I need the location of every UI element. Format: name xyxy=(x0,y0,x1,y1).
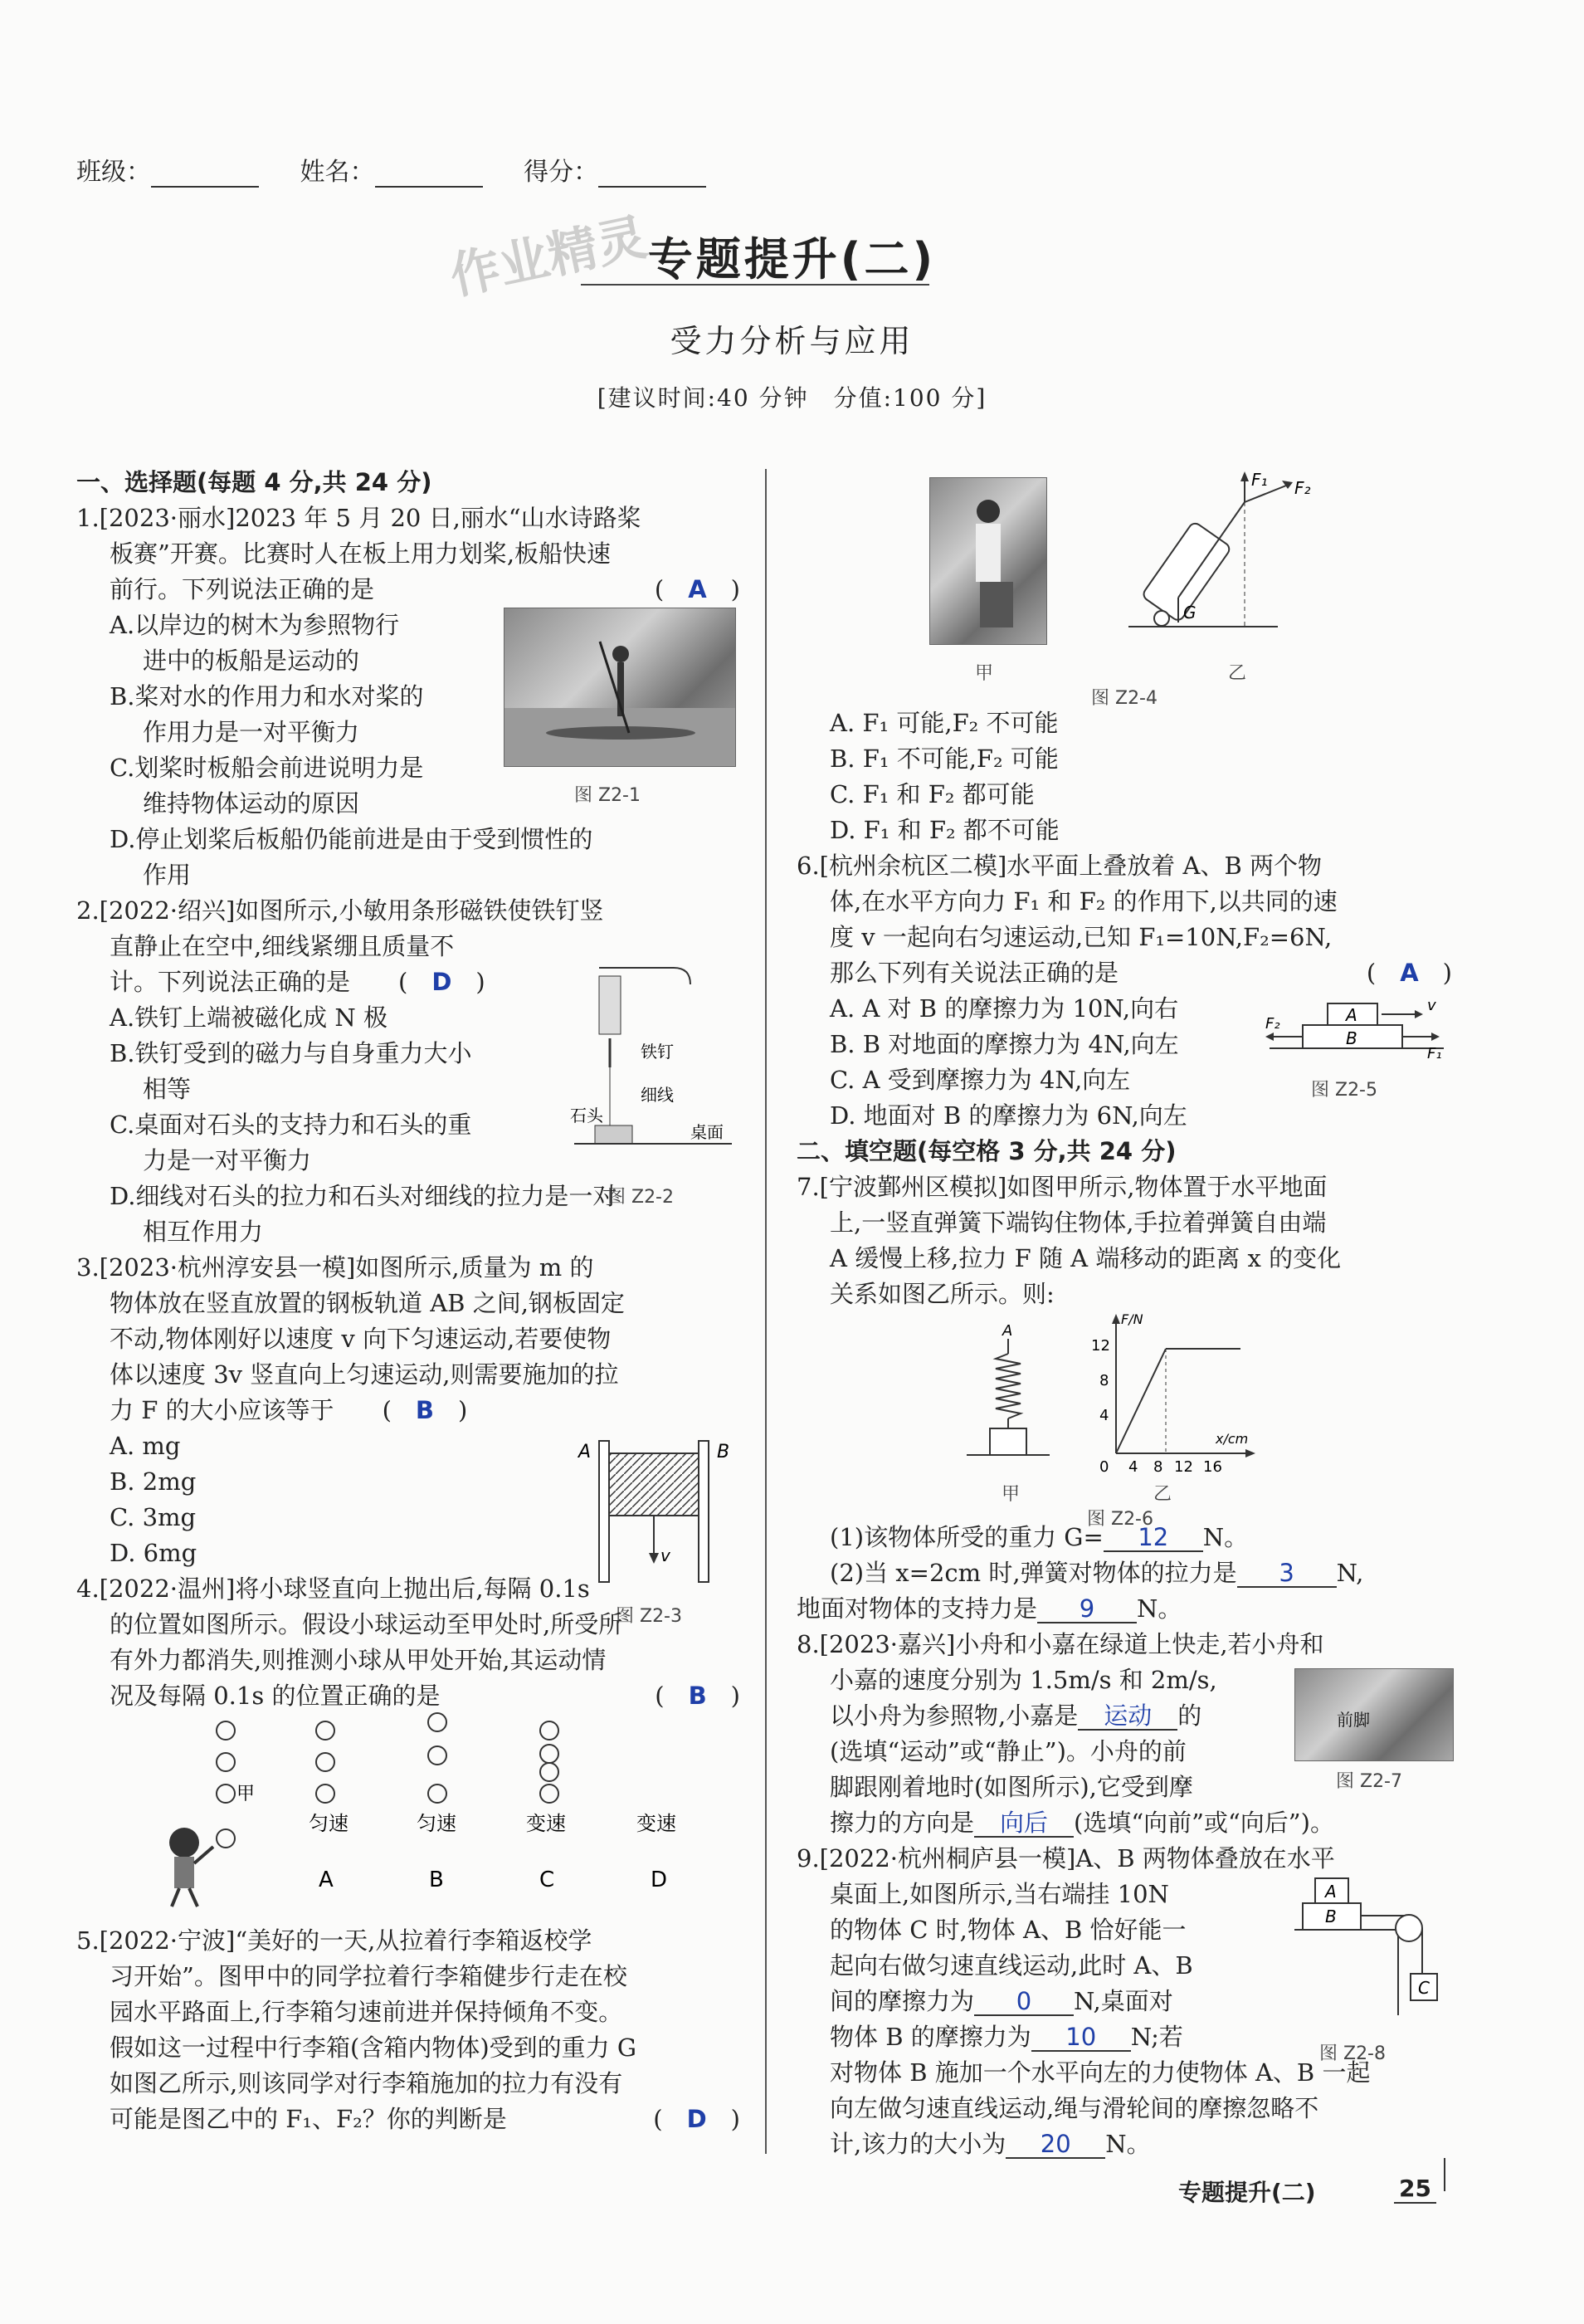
q9-answer-1[interactable]: 0 xyxy=(974,1988,1074,2016)
q7-line: A 缓慢上移,拉力 F 随 A 端移动的距离 x 的变化 xyxy=(830,1244,1342,1272)
rail-a-label: A xyxy=(578,1442,592,1462)
right-column xyxy=(797,470,1452,2162)
q8-line: 8.[2023·嘉兴]小舟和小嘉在绿道上快走,若小舟和 xyxy=(797,1630,1324,1658)
caption-yi: 乙 xyxy=(1153,1484,1172,1505)
q4-line: 4.[2022·温州]将小球竖直向上抛出后,每隔 0.1s xyxy=(76,1575,590,1603)
question-8 xyxy=(797,1627,1452,1841)
q3-option: A. mg xyxy=(110,1432,181,1460)
q5-line: 园水平路面上,行李箱匀速前进并保持倾角不变。 xyxy=(110,1998,623,2026)
name-field[interactable] xyxy=(375,161,483,188)
q1-line: 前行。下列说法正确的是 ( A ) xyxy=(110,575,740,603)
q7-line: 7.[宁波鄞州区模拟]如图甲所示,物体置于水平地面 xyxy=(797,1173,1328,1201)
q1-option: B.桨对水的作用力和水对桨的 xyxy=(110,682,424,710)
figure-caption: 图 Z2-5 xyxy=(1311,1080,1377,1101)
q6-line: 度 v 一起向右匀速运动,已知 F₁=10N,F₂=6N, xyxy=(830,923,1333,951)
q2-line: 2.[2022·绍兴]如图所示,小敏用条形磁铁使铁钉竖 xyxy=(76,896,604,925)
figure-caption: 图 Z2-6 xyxy=(1087,1509,1153,1530)
graph-rising-segment xyxy=(1116,1349,1166,1453)
nail-label: 铁钉 xyxy=(641,1042,674,1062)
q5-option: A. F₁ 可能,F₂ 不可能 xyxy=(830,709,1059,737)
name-label: 姓名： xyxy=(300,158,375,187)
q3-line: 不动,物体刚好以速度 v 向下匀速运动,若要使物 xyxy=(110,1325,612,1353)
q7-answer-1[interactable]: 12 xyxy=(1104,1524,1203,1552)
class-field[interactable] xyxy=(151,161,259,188)
q7-line: 关系如图乙所示。则: xyxy=(830,1280,1055,1308)
q9-line: 对物体 B 施加一个水平向左的力使物体 A、B 一起 xyxy=(830,2058,1371,2087)
section-choice-heading: 一、选择题(每题 4 分,共 24 分) xyxy=(76,468,432,496)
q6-option: B. B 对地面的摩擦力为 4N,向左 xyxy=(830,1030,1179,1058)
x-tick-label: 16 xyxy=(1203,1458,1222,1476)
q1-option: A.以岸边的树木为参照物行 xyxy=(110,611,400,639)
page-number: 25 xyxy=(1394,2175,1436,2204)
choice-label: B xyxy=(429,1868,444,1892)
q2-option: D.细线对石头的拉力和石头对细线的拉力是一对 xyxy=(110,1182,617,1210)
q4-line: 的位置如图所示。假设小球运动至甲处时,所受所 xyxy=(110,1610,623,1638)
question-1 xyxy=(76,500,740,893)
q6-answer: A xyxy=(1400,959,1419,987)
y-tick-label: 8 xyxy=(1099,1372,1109,1389)
q9-line: 的物体 C 时,物体 A、B 恰好能一 xyxy=(830,1916,1187,1944)
motion-label: 变速 xyxy=(636,1812,676,1835)
block-c-label: C xyxy=(1418,1978,1430,1998)
question-6 xyxy=(797,848,1452,1134)
q5-figures xyxy=(797,470,1452,709)
q5-option: B. F₁ 不可能,F₂ 可能 xyxy=(830,745,1059,773)
q3-answer: B xyxy=(415,1396,434,1424)
thread-label: 细线 xyxy=(641,1085,674,1105)
q2-line: 计。下列说法正确的是 ( D ) xyxy=(110,968,485,996)
section-fill-heading: 二、填空题(每空格 3 分,共 24 分) xyxy=(797,1137,1177,1165)
question-7 xyxy=(797,1169,1452,1627)
q3-line: 物体放在竖直放置的钢板轨道 AB 之间,钢板固定 xyxy=(110,1289,625,1317)
front-foot-label: 前脚 xyxy=(1337,1710,1370,1730)
q2-option: 力是一对平衡力 xyxy=(143,1146,312,1174)
q9-line: 9.[2022·杭州桐庐县一模]A、B 两物体叠放在水平 xyxy=(797,1844,1335,1872)
velocity-label: v xyxy=(660,1545,670,1565)
footer-section: 专题提升(二) xyxy=(1178,2179,1316,2206)
q4-line: 况及每隔 0.1s 的位置正确的是 ( B ) xyxy=(110,1682,740,1710)
q1-option: 作用 xyxy=(143,861,192,889)
q8-line: 擦力的方向是 向后 (选填“向前”或“向后”)。 xyxy=(830,1809,1334,1837)
q1-option: 作用力是一对平衡力 xyxy=(143,718,360,746)
figure-caption: 图 Z2-1 xyxy=(574,785,641,806)
x-tick-label: 8 xyxy=(1153,1458,1163,1476)
q9-line: 计,该力的大小为 20 N。 xyxy=(830,2130,1151,2158)
motion-label: 变速 xyxy=(526,1812,566,1835)
q9-line: 起向右做匀速直线运动,此时 A、B xyxy=(830,1951,1193,1980)
q2-line: 直静止在空中,细线紧绷且质量不 xyxy=(110,932,455,960)
choice-label: D xyxy=(651,1868,668,1892)
rowing-photo xyxy=(504,608,736,767)
student-info-header xyxy=(76,151,739,188)
q1-option: 维持物体运动的原因 xyxy=(143,789,360,818)
column-divider xyxy=(765,469,767,2154)
choice-label: C xyxy=(539,1868,555,1892)
q4-answer: B xyxy=(688,1682,707,1710)
q5-line: 假如这一过程中行李箱(含箱内物体)受到的重力 G xyxy=(110,2034,637,2062)
y-tick-label: 12 xyxy=(1091,1337,1110,1355)
force-distance-graph xyxy=(1083,1312,1257,1474)
footstep-photo xyxy=(1294,1668,1454,1761)
q8-line: 小嘉的速度分别为 1.5m/s 和 2m/s, xyxy=(830,1666,1217,1694)
q3-line: 力 F 的大小应该等于 ( B ) xyxy=(110,1396,468,1424)
steel-rail-diagram xyxy=(574,1433,740,1590)
q1-option: D.停止划桨后板船仍能前进是由于受到惯性的 xyxy=(110,825,593,853)
q9-line: 间的摩擦力为 0 N,桌面对 xyxy=(830,1987,1173,2015)
f1-label: F₁ xyxy=(1427,1045,1442,1062)
q4-line: 有外力都消失,则推测小球从甲处开始,其运动情 xyxy=(110,1646,607,1674)
y-tick-label: 4 xyxy=(1099,1407,1109,1424)
q8-line: 以小舟为参照物,小嘉是 运动 的 xyxy=(830,1702,1202,1730)
q9-answer-3[interactable]: 20 xyxy=(1006,2131,1105,2159)
q6-line: 6.[杭州余杭区二模]水平面上叠放着 A、B 两个物 xyxy=(797,852,1322,880)
v-label: v xyxy=(1427,997,1436,1014)
question-5 xyxy=(76,1923,740,2137)
q2-option: 相等 xyxy=(143,1075,192,1103)
caption-yi: 乙 xyxy=(1228,663,1247,684)
q3-option: D. 6mg xyxy=(110,1539,197,1567)
q9-line: 物体 B 的摩擦力为 10 N;若 xyxy=(830,2023,1183,2051)
caption-jia: 甲 xyxy=(975,663,994,684)
q2-answer: D xyxy=(431,968,452,996)
motion-label: 匀速 xyxy=(417,1812,456,1835)
q7-sub2: (2)当 x=2cm 时,弹簧对物体的拉力是 3 N, xyxy=(830,1559,1364,1587)
score-field[interactable] xyxy=(598,161,706,188)
q7-answer-2[interactable]: 3 xyxy=(1237,1560,1337,1588)
q8-answer-2[interactable]: 向后 xyxy=(974,1809,1074,1838)
rail-b-label: B xyxy=(717,1442,730,1462)
paddleboard-figure xyxy=(504,608,735,766)
q3-line: 体以速度 3v 竖直向上匀速运动,则需要施加的拉 xyxy=(110,1360,619,1389)
watermark-logo: 作业精灵 xyxy=(445,208,652,307)
q5-option: C. F₁ 和 F₂ 都可能 xyxy=(830,780,1035,808)
graph-xlabel: x/cm xyxy=(1216,1431,1249,1447)
q6-option: D. 地面对 B 的摩擦力为 6N,向左 xyxy=(830,1101,1187,1130)
x-tick-label: 12 xyxy=(1174,1458,1193,1476)
q3-line: 3.[2023·杭州淳安县一模]如图所示,质量为 m 的 xyxy=(76,1253,594,1282)
q6-option: A. A 对 B 的摩擦力为 10N,向右 xyxy=(830,994,1179,1023)
q5-answer: D xyxy=(686,2105,707,2133)
choice-label: A xyxy=(319,1868,334,1892)
f2-label: F₂ xyxy=(1265,1015,1280,1033)
luggage-photo xyxy=(929,477,1047,645)
spring-diagram xyxy=(963,1321,1054,1470)
stone-label: 石头 xyxy=(570,1106,603,1125)
q7-figures xyxy=(797,1311,1452,1530)
q5-option: D. F₁ 和 F₂ 都不可能 xyxy=(830,816,1060,844)
q7-line: 上,一竖直弹簧下端钩住物体,手拉着弹簧自由端 xyxy=(830,1208,1327,1237)
spring-top-label: A xyxy=(1002,1322,1013,1340)
time-info: [建议时间:40 分钟 分值:100 分] xyxy=(597,384,987,412)
child-figure xyxy=(169,1828,213,1907)
q8-line: (选填“运动”或“静止”)。小舟的前 xyxy=(830,1737,1187,1765)
pulley-diagram xyxy=(1294,1874,1452,2032)
q9-answer-2[interactable]: 10 xyxy=(1031,2024,1131,2052)
page-title: 专题提升(二) xyxy=(647,233,937,286)
caption-jia: 甲 xyxy=(1002,1484,1021,1505)
jia-label: 甲 xyxy=(236,1784,256,1804)
figure-caption: 图 Z2-3 xyxy=(616,1606,682,1627)
ball-motion-diagram xyxy=(76,1714,740,1913)
q1-line: 1.[2023·丽水]2023 年 5 月 20 日,丽水“山水诗路桨 xyxy=(76,504,641,532)
q2-option: B.铁钉受到的磁力与自身重力大小 xyxy=(110,1039,472,1067)
q6-option: C. A 受到摩擦力为 4N,向左 xyxy=(830,1066,1131,1094)
q9-line: 桌面上,如图所示,当右端挂 10N xyxy=(830,1880,1169,1908)
question-4 xyxy=(76,1571,740,1923)
q2-option: C.桌面对石头的支持力和石头的重 xyxy=(110,1111,472,1139)
graph-ylabel: F/N xyxy=(1121,1311,1143,1327)
q1-option: C.划桨时板船会前进说明力是 xyxy=(110,754,424,782)
q1-line: 板赛”开赛。比赛时人在板上用力划桨,板船快速 xyxy=(110,540,612,568)
q7-answer-3[interactable]: 9 xyxy=(1037,1595,1137,1623)
q8-answer-1[interactable]: 运动 xyxy=(1078,1702,1177,1731)
figure-caption: 图 Z2-8 xyxy=(1319,2043,1386,2064)
class-label: 班级： xyxy=(76,158,151,187)
q6-line: 那么下列有关说法正确的是 ( A ) xyxy=(830,959,1452,987)
q3-option: B. 2mg xyxy=(110,1467,197,1496)
left-column xyxy=(76,465,740,2137)
figure-caption: 图 Z2-4 xyxy=(1091,688,1158,709)
q3-option: C. 3mg xyxy=(110,1503,197,1531)
figure-caption: 图 Z2-2 xyxy=(607,1187,674,1208)
luggage-force-diagram xyxy=(1128,469,1336,660)
q2-option: A.铁钉上端被磁化成 N 极 xyxy=(110,1003,387,1032)
g-label: G xyxy=(1183,603,1197,622)
q6-line: 体,在水平方向力 F₁ 和 F₂ 的作用下,以共同的速 xyxy=(830,887,1338,915)
block-a-label: A xyxy=(1346,1005,1357,1025)
q5-line: 可能是图乙中的 F₁、F₂？你的判断是 ( D ) xyxy=(110,2105,740,2133)
q5-line: 习开始”。图甲中的同学拉着行李箱健步行走在校 xyxy=(110,1962,627,1990)
stacked-blocks-diagram xyxy=(1261,994,1452,1068)
magnet-nail-diagram xyxy=(570,959,740,1175)
f2-label: F₂ xyxy=(1294,478,1311,498)
q7-sub3: 地面对物体的支持力是 9 N。 xyxy=(797,1594,1182,1623)
q5-line: 如图乙所示,则该同学对行李箱施加的拉力有没有 xyxy=(110,2069,623,2097)
page-subtitle: 受力分析与应用 xyxy=(670,323,914,359)
figure-caption: 图 Z2-7 xyxy=(1336,1771,1402,1792)
x-tick-label: 0 xyxy=(1099,1458,1109,1476)
x-tick-label: 4 xyxy=(1128,1458,1138,1476)
q9-line: 向左做匀速直线运动,绳与滑轮间的摩擦忽略不 xyxy=(830,2094,1319,2122)
q7-sub1: (1)该物体所受的重力 G= 12 N。 xyxy=(830,1523,1249,1551)
q5-line: 5.[2022·宁波]“美好的一天,从拉着行李箱返校学 xyxy=(76,1926,592,1955)
block-b-label: B xyxy=(1325,1907,1337,1926)
title-underline xyxy=(581,284,929,286)
footer-rule xyxy=(1444,2158,1445,2191)
block-b-label: B xyxy=(1346,1028,1357,1048)
block-a-label: A xyxy=(1325,1882,1337,1902)
question-2 xyxy=(76,893,740,1250)
q1-option: 进中的板船是运动的 xyxy=(143,647,360,675)
q8-line: 脚跟刚着地时(如图所示),它受到摩 xyxy=(830,1773,1193,1801)
f1-label: F₁ xyxy=(1251,470,1268,490)
q1-answer: A xyxy=(688,575,707,603)
score-label: 得分： xyxy=(524,158,599,187)
q2-option: 相互作用力 xyxy=(143,1218,264,1246)
table-label: 桌面 xyxy=(690,1122,724,1142)
question-9 xyxy=(797,1841,1452,2162)
motion-label: 匀速 xyxy=(309,1812,348,1835)
